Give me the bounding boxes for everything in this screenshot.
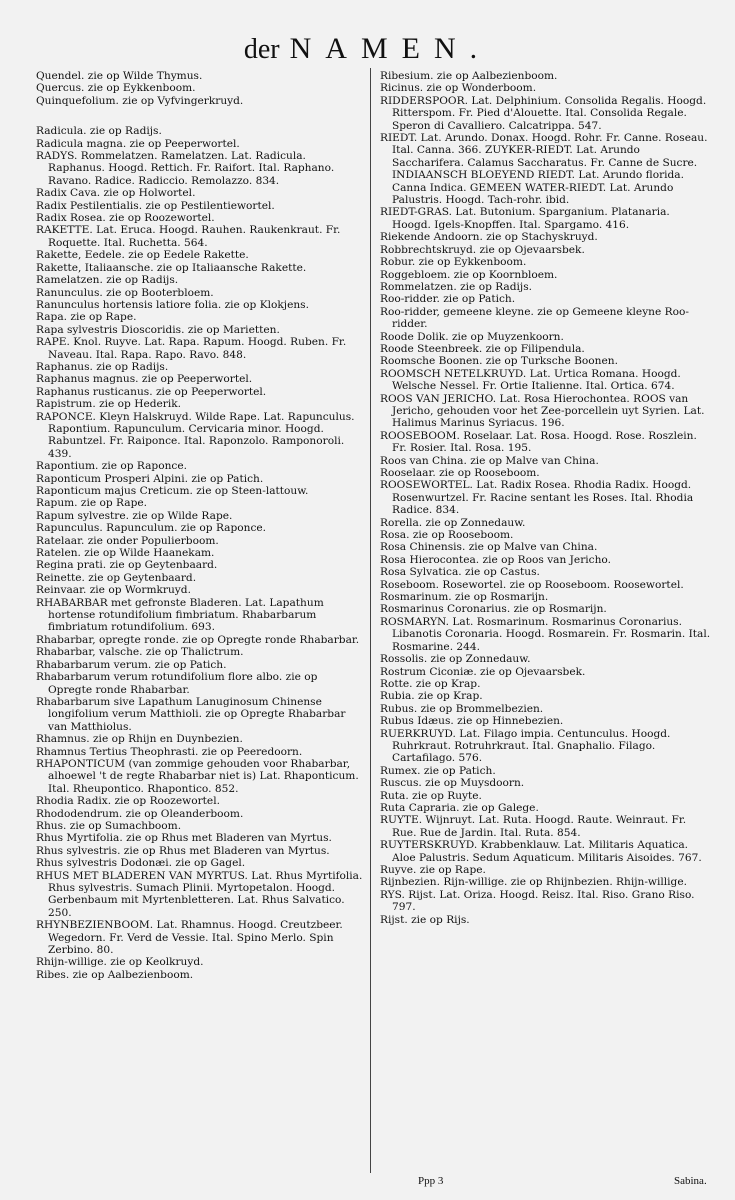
index-entry: Rubus Idæus. zie op Hinnebezien. (380, 715, 564, 728)
index-entry: RUYTE. Wijnruyt. Lat. Ruta. Hoogd. Raute. Weinraut. Fr. Rue. Rue de Jardin. Ital. Ruta. 854. (380, 814, 687, 839)
index-entry: Rhodia Radix. zie op Roozewortel. (36, 795, 220, 808)
index-entry: Radicula. zie op Radijs. (36, 125, 162, 138)
index-entry: Ruyve. zie op Rape. (380, 864, 486, 876)
index-entry: Rosa. zie op Rooseboom. (380, 529, 514, 542)
index-entry: Rakette, Italiaansche. zie op Italiaansche Rakette. (36, 261, 307, 274)
index-entry: Ratelaar. zie onder Populierboom. (36, 534, 219, 547)
index-entry: Rapa sylvestris Dioscoridis. zie op Marietten. (36, 323, 280, 336)
index-entry: Ricinus. zie op Wonderboom. (380, 82, 537, 95)
index-entry: Roomsche Boonen. zie op Turksche Boonen. (380, 355, 618, 368)
section-gap (36, 107, 364, 125)
index-entry: Rhabarbarum verum rotundifolium flore albo. zie op Opregte ronde Rhabarbar. (36, 671, 318, 696)
index-entry: Rhus. zie op Sumachboom. (36, 819, 182, 832)
index-entry: Rhabarbar, valsche. zie op Thalictrum. (36, 646, 244, 659)
index-entry: RYS. Rijst. Lat. Oriza. Hoogd. Reisz. Ital. Riso. Grano Riso. 797. (380, 888, 695, 914)
index-entry: Rumex. zie op Patich. (380, 764, 496, 777)
index-entry: Ratelen. zie op Wilde Haanekam. (36, 547, 215, 560)
index-entry: Rapum sylvestre. zie op Wilde Rape. (36, 509, 233, 522)
index-entry: RIEDT. Lat. Arundo. Donax. Hoogd. Rohr. Fr. Canne. Roseau. Ital. Canna. 366. ZUYKER-RIEDT. Lat. Arundo Saccharifera. Calamus Saccharatus. Fr. Canne de Sucre. INDIAANSCH BLOEYEND RIEDT. Lat. Arundo florida. Canna Indica. GEMEEN WATER-RIEDT. Lat. Arundo Palustris. Hoogd. Tach-rohr. ibid. (380, 132, 708, 207)
index-entry: Radix Rosea. zie op Roozewortel. (36, 212, 215, 225)
index-entry: Rhamnus Tertius Theophrasti. zie op Peeredoorn. (36, 745, 303, 758)
signature-mark: Ppp 3 (418, 1175, 444, 1187)
index-entry: RUERKRUYD. Lat. Filago impia. Centunculus. Hoogd. Ruhrkraut. Rotruhrkraut. Ital. Gnaphalio. Filago. Cartafilago. 576. (380, 727, 671, 765)
index-entry: Ribes. zie op Aalbezienboom. (36, 968, 194, 981)
index-entry: Quendel. zie op Wilde Thymus. (36, 70, 203, 82)
index-entry: Rosmarinum. zie op Rosmarijn. (380, 591, 549, 604)
header-title: NAMEN. (289, 32, 492, 65)
index-entry: Rijst. zie op Rijs. (380, 913, 470, 926)
index-entry: Roo-ridder, gemeene kleyne. zie op Gemeene kleyne Roo-ridder. (380, 305, 689, 331)
index-entry: Radix Pestilentialis. zie op Pestilentiewortel. (36, 199, 275, 212)
index-entry: Rosa Hierocontea. zie op Roos van Jericho. (380, 553, 611, 566)
index-entry: Raponticum Prosperi Alpini. zie op Patich. (36, 472, 264, 485)
index-entry: RADYS. Rommelatzen. Ramelatzen. Lat. Radicula. Raphanus. Hoogd. Rettich. Fr. Raifort. Ital. Raphano. Ravano. Radice. Radiccio. Remolazzo. 834. (36, 150, 335, 187)
index-entry: Quinquefolium. zie op Vyfvingerkruyd. (36, 94, 244, 107)
index-entry: Rhabarbarum verum. zie op Patich. (36, 658, 227, 671)
index-entry: RHUS MET BLADEREN VAN MYRTUS. Lat. Rhus Myrtifolia. Rhus sylvestris. Sumach Plinii. Myrtopetalon. Hoogd. Gerbenbaum mit Myrtenbletteren. Lat. Rhus Salvatico. 250. (36, 869, 363, 919)
index-entry: ROSMARYN. Lat. Rosmarinum. Rosmarinus Coronarius. Libanotis Coronaria. Hoogd. Rosmarein. Fr. Rosmarin. Ital. Rosmarine. 244. (380, 615, 711, 653)
index-entry: Rakette, Eedele. zie op Eedele Rakette. (36, 249, 249, 262)
index-entry: Rapistrum. zie op Hederik. (36, 398, 181, 411)
index-entry: Rhamnus. zie op Rhijn en Duynbezien. (36, 733, 243, 746)
index-entry: Rubia. zie op Krap. (380, 690, 483, 703)
index-entry: Ranunculus. zie op Booterbloem. (36, 286, 214, 299)
index-entry: RIDDERSPOOR. Lat. Delphinium. Consolida Regalis. Hoogd. Ritterspom. Fr. Pied d'Alouette. Ital. Consolida Regale. Speron di Cavalliero. Calcatrippa. 547. (380, 94, 707, 132)
index-entry: Rapum. zie op Rape. (36, 497, 148, 510)
index-entry: ROOS VAN JERICHO. Lat. Rosa Hierochontea. ROOS van Jericho, gehouden voor het Zee-porcellein uyt Syrien. Lat. Halimus Marinus Syriacus. 196. (380, 392, 705, 430)
index-entry: Rapunculus. Rapunculum. zie op Raponce. (36, 522, 267, 535)
index-entry: RHYNBEZIENBOOM. Lat. Rhamnus. Hoogd. Creutzbeer. Wegedorn. Fr. Verd de Vessie. Ital. Spino Merlo. Spin Zerbino. 80. (36, 919, 343, 957)
index-entry: Roode Steenbreek. zie op Filipendula. (380, 342, 585, 355)
index-entry: Rhus Myrtifolia. zie op Rhus met Bladeren van Myrtus. (36, 832, 332, 845)
index-entry: Raphanus. zie op Radijs. (36, 360, 169, 373)
index-entry: Ruscus. zie op Muysdoorn. (380, 777, 525, 790)
index-entry: RAPONCE. Kleyn Halskruyd. Wilde Rape. Lat. Rapunculus. Rapontium. Rapunculum. Cervicaria minor. Hoogd. Rabuntzel. Fr. Raiponce. Ital. Raponzolo. Ramponoroli. 439. (36, 410, 355, 460)
index-entry: Rubus. zie op Brommelbezien. (380, 702, 544, 715)
index-entry: Rhabarbarum sive Lapathum Lanuginosum Chinense longifolium verum Matthioli. zie op Opregte Rhabarbar van Matthiolus. (36, 695, 346, 733)
index-entry: Robbrechtskruyd. zie op Ojevaarsbek. (380, 243, 585, 256)
index-entry: Ruta. zie op Ruyte. (380, 789, 482, 802)
index-entry: Ruta Capraria. zie op Galege. (380, 801, 539, 814)
index-entry: Raphanus rusticanus. zie op Peeperwortel. (36, 385, 267, 398)
index-entry: Ranunculus hortensis latiore folia. zie op Klokjens. (36, 298, 309, 311)
index-entry: Roo-ridder. zie op Patich. (380, 293, 516, 306)
index-entry: Robur. zie op Eykkenboom. (380, 256, 527, 269)
index-entry: Roos van China. zie op Malve van China. (380, 454, 599, 467)
right-column (380, 70, 712, 926)
index-entry: Rooselaar. zie op Rooseboom. (380, 467, 540, 479)
index-entry: ROOSEWORTEL. Lat. Radix Rosea. Rhodia Radix. Hoogd. Rosenwurtzel. Fr. Racine sentant les Roses. Ital. Rhodia Radice. 834. (380, 479, 694, 517)
index-entry: RAPE. Knol. Ruyve. Lat. Rapa. Rapum. Hoogd. Ruben. Fr. Naveau. Ital. Rapa. Rapo. Ravo. 848. (36, 336, 347, 361)
index-entry: Rotte. zie op Krap. (380, 677, 481, 690)
index-entry: Rapa. zie op Rape. (36, 311, 137, 324)
header-prefix: der (243, 34, 280, 65)
index-entry: Rhododendrum. zie op Oleanderboom. (36, 807, 244, 820)
index-entry: Rosmarinus Coronarius. zie op Rosmarijn. (380, 603, 607, 616)
index-entry: RHABARBAR met gefronste Bladeren. Lat. Lapathum hortense rotundifolium fimbriatum. Rhabarbarum fimbriatum rotundifolium. 693. (36, 596, 324, 634)
index-entry: Ribesium. zie op Aalbezienboom. (380, 70, 558, 82)
index-entry: Rommelatzen. zie op Radijs. (380, 280, 533, 293)
running-header (0, 32, 735, 67)
index-entry: Rhijn-willige. zie op Keolkruyd. (36, 956, 204, 969)
index-entry: Roseboom. Rosewortel. zie op Rooseboom. Roosewortel. (380, 578, 684, 591)
index-entry: Rorella. zie op Zonnedauw. (380, 516, 526, 529)
index-entry: RUYTERSKRUYD. Krabbenklauw. Lat. Militaris Aquatica. Aloe Palustris. Sedum Aquaticum. Militaris Aisoides. 767. (380, 839, 702, 864)
index-entry: Roggebloem. zie op Koornbloem. (380, 268, 558, 281)
index-entry: RAKETTE. Lat. Eruca. Hoogd. Rauhen. Raukenkraut. Fr. Roquette. Ital. Ruchetta. 564. (36, 224, 341, 249)
index-entry: Rijnbezien. Rijn-willige. zie op Rhijnbezien. Rhijn-willige. (380, 876, 687, 889)
index-entry: RIEDT-GRAS. Lat. Butonium. Sparganium. Platanaria. Hoogd. Igels-Knopffen. Ital. Spargamo. 416. (380, 206, 670, 231)
index-entry: Reinvaar. zie op Wormkruyd. (36, 584, 191, 597)
index-entry: Regina prati. zie op Geytenbaard. (36, 559, 218, 572)
index-entry: Raponticum majus Creticum. zie op Steen-lattouw. (36, 485, 309, 497)
index-entry: Rosa Sylvatica. zie op Castus. (380, 566, 540, 579)
index-entry: ROOSEBOOM. Roselaar. Lat. Rosa. Hoogd. Rose. Roszlein. Fr. Rosier. Ital. Rosa. 195. (380, 429, 697, 455)
index-entry: Rostrum Ciconiæ. zie op Ojevaarsbek. (380, 665, 586, 678)
left-column (36, 70, 364, 981)
column-divider (370, 68, 371, 1173)
index-entry: Quercus. zie op Eykkenboom. (36, 82, 196, 95)
index-entry: Riekende Andoorn. zie op Stachyskruyd. (380, 231, 598, 244)
index-entry: Rhus sylvestris. zie op Rhus met Bladeren van Myrtus. (36, 844, 330, 857)
index-entry: Roode Dolik. zie op Muyzenkoorn. (380, 330, 564, 343)
index-entry: Rhus sylvestris Dodonæi. zie op Gagel. (36, 857, 246, 870)
index-entry: Radix Cava. zie op Holwortel. (36, 187, 196, 200)
catchword: Sabina. (674, 1175, 707, 1187)
index-entry: Radicula magna. zie op Peeperwortel. (36, 137, 240, 150)
index-entry: ROOMSCH NETELKRUYD. Lat. Urtica Romana. Hoogd. Welsche Nessel. Fr. Ortie Italienne. Ital. Ortica. 674. (380, 367, 681, 393)
index-entry: Raphanus magnus. zie op Peeperwortel. (36, 373, 253, 386)
index-entry: Ramelatzen. zie op Radijs. (36, 274, 179, 287)
index-entry: Rosa Chinensis. zie op Malve van China. (380, 541, 598, 554)
index-entry: Rossolis. zie op Zonnedauw. (380, 653, 531, 666)
index-entry: RHAPONTICUM (van zommige gehouden voor Rhabarbar, alhoewel 't de regte Rhabarbar niet is) Lat. Rhaponticum. Ital. Rheupontico. Rhapontico. 852. (36, 757, 359, 795)
index-entry: Reinette. zie op Geytenbaard. (36, 571, 197, 584)
index-entry: Rhabarbar, opregte ronde. zie op Opregte ronde Rhabarbar. (36, 633, 360, 646)
index-entry: Rapontium. zie op Raponce. (36, 460, 187, 473)
